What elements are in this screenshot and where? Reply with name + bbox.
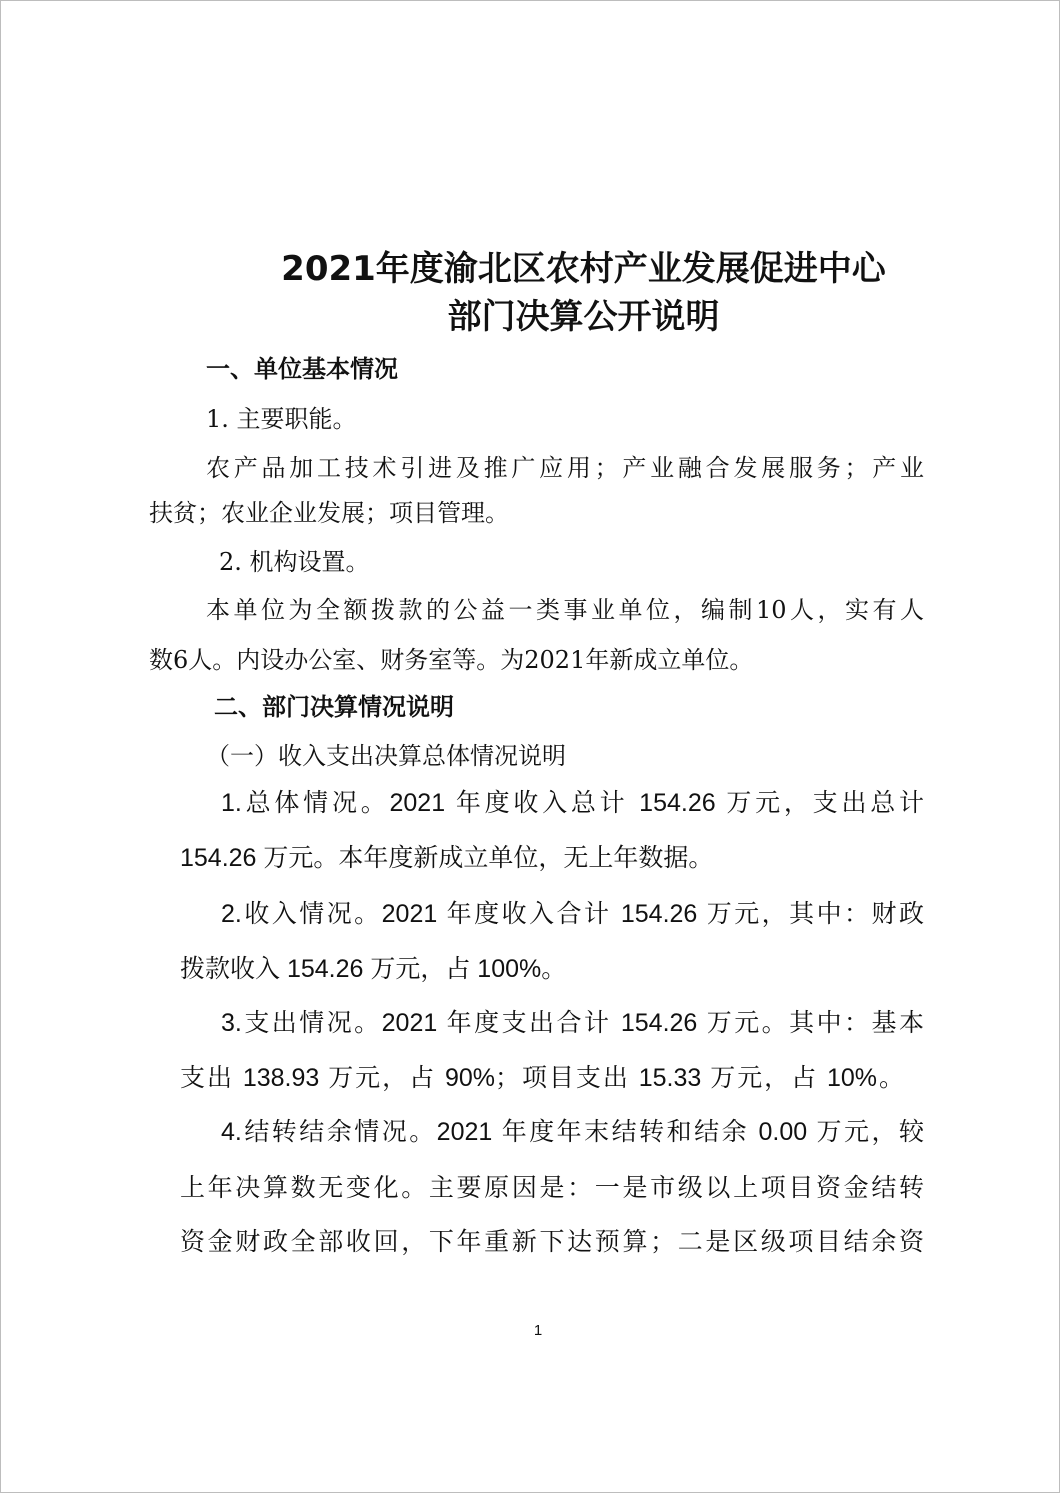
paragraph-line: 3.支出情况。2021 年度支出合计 154.26 万元。其中：基本 xyxy=(221,1009,924,1037)
paragraph-line: 4.结转结余情况。2021 年度年末结转和结余 0.00 万元，较 xyxy=(221,1118,924,1146)
document-title-line2: 部门决算公开说明 xyxy=(447,297,720,337)
paragraph-line: 扶贫；农业企业发展；项目管理。 xyxy=(149,499,509,527)
paragraph-line: 资金财政全部收回，下年重新下达预算；二是区级项目结余资 xyxy=(180,1228,924,1256)
page-number: 1 xyxy=(533,1322,543,1339)
document-title-line1: 2021年度渝北区农村产业发展促进中心 xyxy=(281,249,886,289)
paragraph-line: 2.收入情况。2021 年度收入合计 154.26 万元，其中：财政 xyxy=(221,900,924,928)
item-heading-main-functions: 1. 主要职能。 xyxy=(206,405,357,433)
item-heading-organization: 2. 机构设置。 xyxy=(219,548,370,576)
paragraph-line: 支出 138.93 万元，占 90%；项目支出 15.33 万元，占 10%。 xyxy=(180,1064,904,1092)
paragraph-line: 1.总体情况。2021 年度收入总计 154.26 万元，支出总计 xyxy=(221,789,924,817)
section-heading-final-accounts: 二、部门决算情况说明 xyxy=(214,693,454,721)
paragraph-line: 上年决算数无变化。主要原因是：一是市级以上项目资金结转 xyxy=(180,1174,924,1202)
subsection-heading-overall: （一）收入支出决算总体情况说明 xyxy=(206,742,566,770)
paragraph-line: 拨款收入 154.26 万元，占 100%。 xyxy=(180,955,567,983)
section-heading-basic-info: 一、单位基本情况 xyxy=(206,355,398,383)
paragraph-line: 154.26 万元。本年度新成立单位，无上年数据。 xyxy=(180,844,714,872)
paragraph-line: 数6人。内设办公室、财务室等。为2021年新成立单位。 xyxy=(149,646,754,674)
paragraph-line: 农产品加工技术引进及推广应用；产业融合发展服务；产业 xyxy=(206,454,924,482)
paragraph-line: 本单位为全额拨款的公益一类事业单位，编制10人，实有人 xyxy=(206,596,924,624)
